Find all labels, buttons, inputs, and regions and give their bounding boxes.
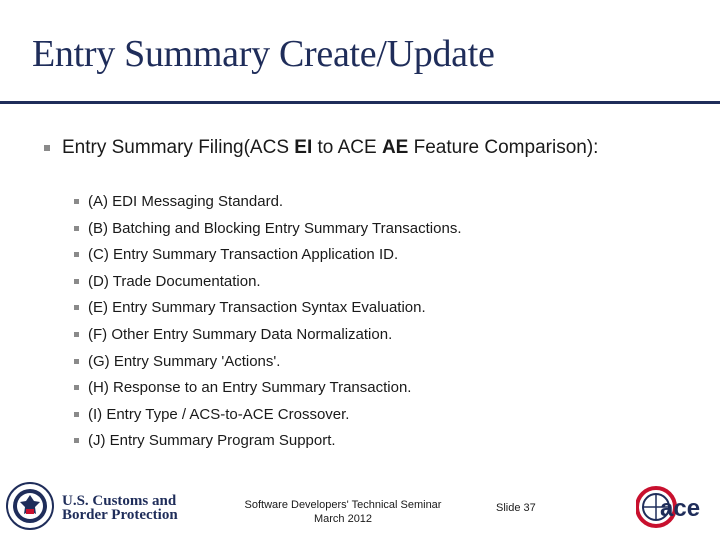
slide-number: Slide 37 xyxy=(496,502,536,514)
seminar-info xyxy=(236,498,450,526)
sub-bullet-list xyxy=(74,192,674,458)
square-bullet-icon xyxy=(74,385,79,390)
seminar-date: March 2012 xyxy=(313,513,373,525)
square-bullet-icon xyxy=(74,438,79,443)
list-item-text: (A) EDI Messaging Standard. xyxy=(88,193,284,210)
list-item xyxy=(74,245,674,272)
list-item xyxy=(74,192,674,219)
list-item-text: (H) Response to an Entry Summary Transaction. xyxy=(88,379,412,397)
agency-line-1: U.S. Customs and xyxy=(62,493,177,509)
slide-title: Entry Summary Create/Update xyxy=(32,33,495,75)
square-bullet-icon xyxy=(44,145,50,151)
square-bullet-icon xyxy=(74,305,79,310)
main-bullet xyxy=(44,136,684,160)
square-bullet-icon xyxy=(74,359,79,364)
list-item xyxy=(74,405,674,432)
seminar-title: Software Developers' Technical Seminar xyxy=(244,499,442,511)
square-bullet-icon xyxy=(74,332,79,337)
square-bullet-icon xyxy=(74,279,79,284)
list-item xyxy=(74,378,674,405)
square-bullet-icon xyxy=(74,252,79,257)
main-bullet-part1: (ACS xyxy=(243,137,295,158)
ace-logo-text: ace xyxy=(660,495,701,522)
dhs-seal-icon xyxy=(6,482,54,530)
list-item-text: (F) Other Entry Summary Data Normalization. xyxy=(88,325,393,343)
ace-logo-icon xyxy=(636,484,716,530)
square-bullet-icon xyxy=(74,412,79,417)
list-item xyxy=(74,298,674,325)
main-bullet-part2: to ACE xyxy=(312,137,382,158)
list-item xyxy=(74,325,674,352)
title-divider xyxy=(0,101,720,104)
slide-footer xyxy=(0,478,720,540)
list-item xyxy=(74,352,674,379)
main-bullet-ei: EI xyxy=(294,137,313,158)
square-bullet-icon xyxy=(74,226,79,231)
main-bullet-part3: Feature Comparison): xyxy=(408,137,599,158)
list-item-text: (I) Entry Type / ACS-to-ACE Crossover. xyxy=(88,405,350,423)
main-bullet-text xyxy=(62,136,684,160)
list-item-text: (E) Entry Summary Transaction Syntax Evaluation. xyxy=(88,299,426,317)
list-item xyxy=(74,272,674,299)
list-item-text: (D) Trade Documentation. xyxy=(88,272,261,290)
list-item-text: (C) Entry Summary Transaction Application ID. xyxy=(88,246,399,264)
agency-line-2: Border Protection xyxy=(62,507,178,523)
main-bullet-lead: Entry Summary Filing xyxy=(62,137,244,158)
main-bullet-ae: AE xyxy=(381,137,409,158)
list-item-text: (J) Entry Summary Program Support. xyxy=(88,432,336,450)
list-item xyxy=(74,219,674,246)
list-item-text: (G) Entry Summary 'Actions'. xyxy=(88,352,281,370)
square-bullet-icon xyxy=(74,199,79,204)
list-item-text: (B) Batching and Blocking Entry Summary Transactions. xyxy=(88,219,462,237)
list-item xyxy=(74,431,674,458)
agency-name xyxy=(62,494,178,522)
